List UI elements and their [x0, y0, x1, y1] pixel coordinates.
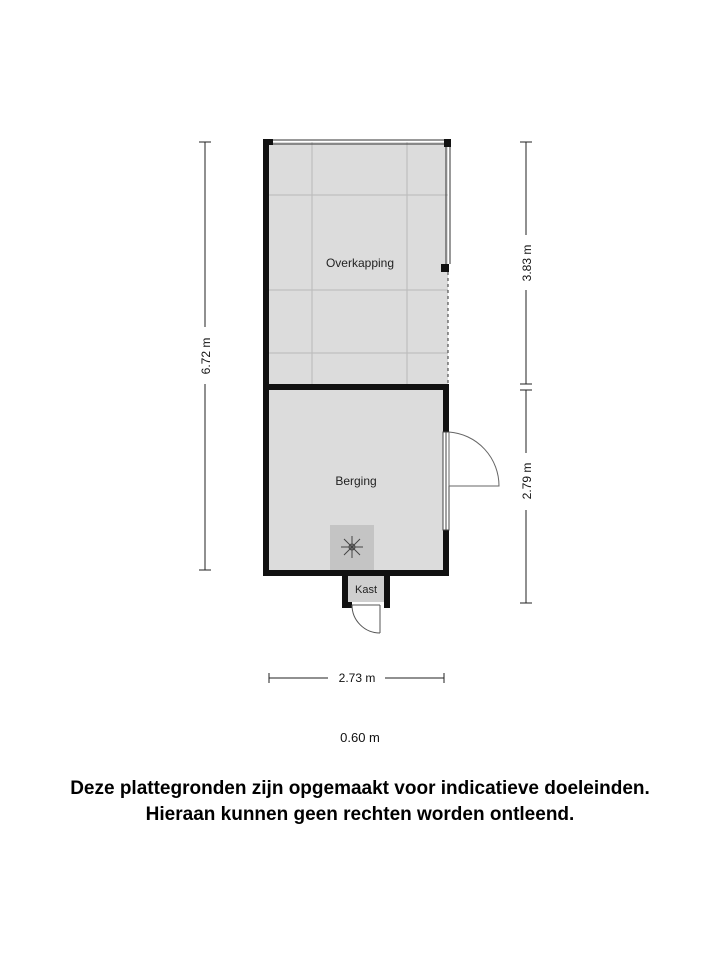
dimension-label-total-height: 6.72 m	[199, 337, 213, 375]
disclaimer-line-1: Deze plattegronden zijn opgemaakt voor indicatieve doeleinden.	[70, 778, 650, 799]
ventilation-fan-icon	[341, 536, 363, 558]
room-label-berging: Berging	[335, 474, 377, 488]
room-label-kast: Kast	[354, 584, 378, 596]
dimension-label-width: 2.73 m	[338, 671, 376, 685]
berging-door	[443, 432, 499, 530]
dimension-label-upper-height: 3.83 m	[520, 244, 534, 282]
door-swing-icon	[449, 432, 499, 486]
disclaimer	[0, 776, 720, 828]
scale-label: 0.60 m	[340, 730, 380, 745]
door-swing-icon	[352, 605, 380, 633]
kast-door	[352, 605, 380, 633]
disclaimer-line-2: Hieraan kunnen geen rechten worden ontleend.	[145, 804, 575, 825]
room-label-overkapping: Overkapping	[325, 256, 395, 270]
dimension-label-lower-height: 2.79 m	[520, 462, 534, 500]
